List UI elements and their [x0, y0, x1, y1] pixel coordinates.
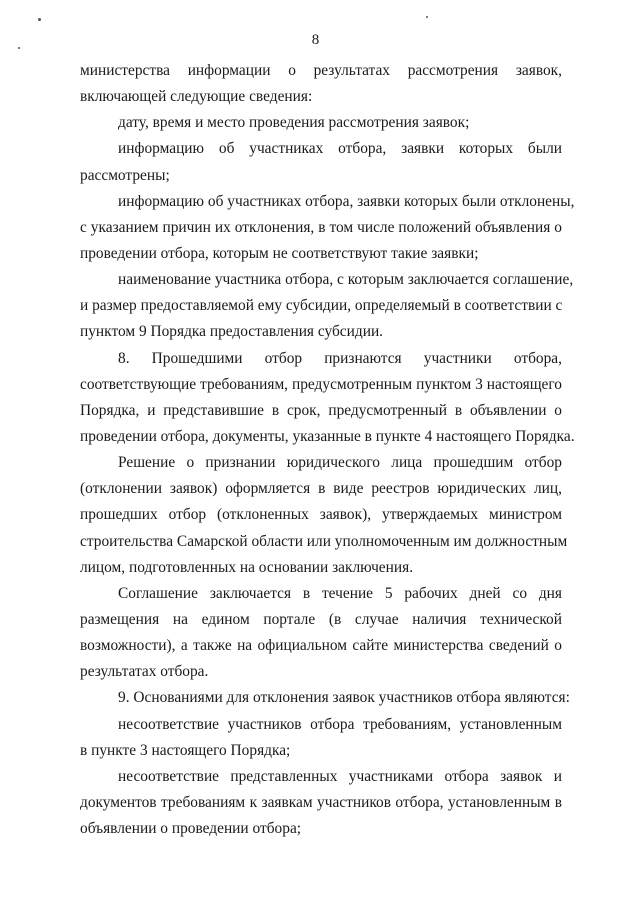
paragraph — [80, 581, 562, 686]
paragraph — [80, 346, 575, 451]
paragraph — [80, 685, 570, 711]
text-line: в пункте 3 настоящего Порядка; — [80, 741, 291, 759]
text-line: строительства Самарской области или уполномоченным им должностным — [80, 532, 568, 550]
paragraph — [80, 136, 562, 188]
text-line: несоответствие представленных участниками отбора заявок и — [118, 767, 562, 785]
text-line: 8. Прошедшими отбор признаются участники отбора, — [118, 349, 562, 367]
paragraph — [80, 712, 562, 764]
text-line: Соглашение заключается в течение 5 рабочих дней со дня — [118, 584, 562, 602]
text-line: информацию об участниках отбора, заявки которых были — [118, 140, 562, 158]
text-line: проведении отбора, которым не соответствуют такие заявки; — [80, 244, 479, 262]
text-line: Решение о признании юридического лица прошедшим отбор — [118, 454, 562, 472]
text-line: результатах отбора. — [80, 663, 209, 681]
paragraph — [80, 267, 574, 345]
scan-speck — [38, 18, 41, 21]
text-line: (отклонении заявок) оформляется в виде реестров юридических лиц, — [80, 480, 562, 498]
text-line: размещения на едином портале (в случае наличия технической — [80, 610, 562, 628]
scan-speck — [426, 16, 428, 18]
text-line: информацию об участниках отбора, заявки которых были отклонены, — [118, 192, 575, 210]
text-line: дату, время и место проведения рассмотрения заявок; — [118, 114, 470, 132]
text-line: министерства информации о результатах рассмотрения заявок, — [80, 62, 562, 79]
text-line: включающей следующие сведения: — [80, 88, 313, 106]
paragraph — [80, 764, 562, 842]
text-line: документов требованиям к заявкам участников отбора, установленным в — [80, 793, 562, 811]
text-line: проведении отбора, документы, указанные в пункте 4 настоящего Порядка. — [80, 427, 575, 445]
text-line: 9. Основаниями для отклонения заявок участников отбора являются: — [118, 689, 570, 707]
text-line: с указанием причин их отклонения, в том числе положений объявления о — [80, 218, 562, 236]
page-number: 8 — [311, 32, 320, 48]
text-line: объявлении о проведении отбора; — [80, 820, 302, 838]
text-line: рассмотрены; — [80, 166, 170, 184]
text-line: Порядка, и представившие в срок, предусмотренный в объявлении о — [80, 401, 562, 419]
text-line: и размер предоставляемой ему субсидии, определяемый в соответствии с — [80, 297, 563, 315]
text-line: наименование участника отбора, с которым заключается соглашение, — [118, 271, 574, 289]
paragraph — [80, 450, 568, 581]
paragraph — [80, 110, 562, 136]
text-line: возможности), а также на официальном сайте министерства сведений о — [80, 637, 562, 655]
paragraph — [80, 189, 575, 267]
text-line: соответствующие требованиям, предусмотренным пунктом 3 настоящего — [80, 375, 562, 393]
text-line: лицом, подготовленных на основании заключения. — [80, 558, 414, 576]
scan-speck — [18, 47, 20, 49]
document-body — [80, 58, 575, 842]
text-line: прошедших отбор (отклоненных заявок), утверждаемых министром — [80, 506, 562, 524]
text-line: пунктом 9 Порядка предоставления субсидии. — [80, 323, 384, 341]
text-line: несоответствие участников отбора требованиям, установленным — [118, 715, 562, 733]
paragraph — [80, 58, 562, 110]
